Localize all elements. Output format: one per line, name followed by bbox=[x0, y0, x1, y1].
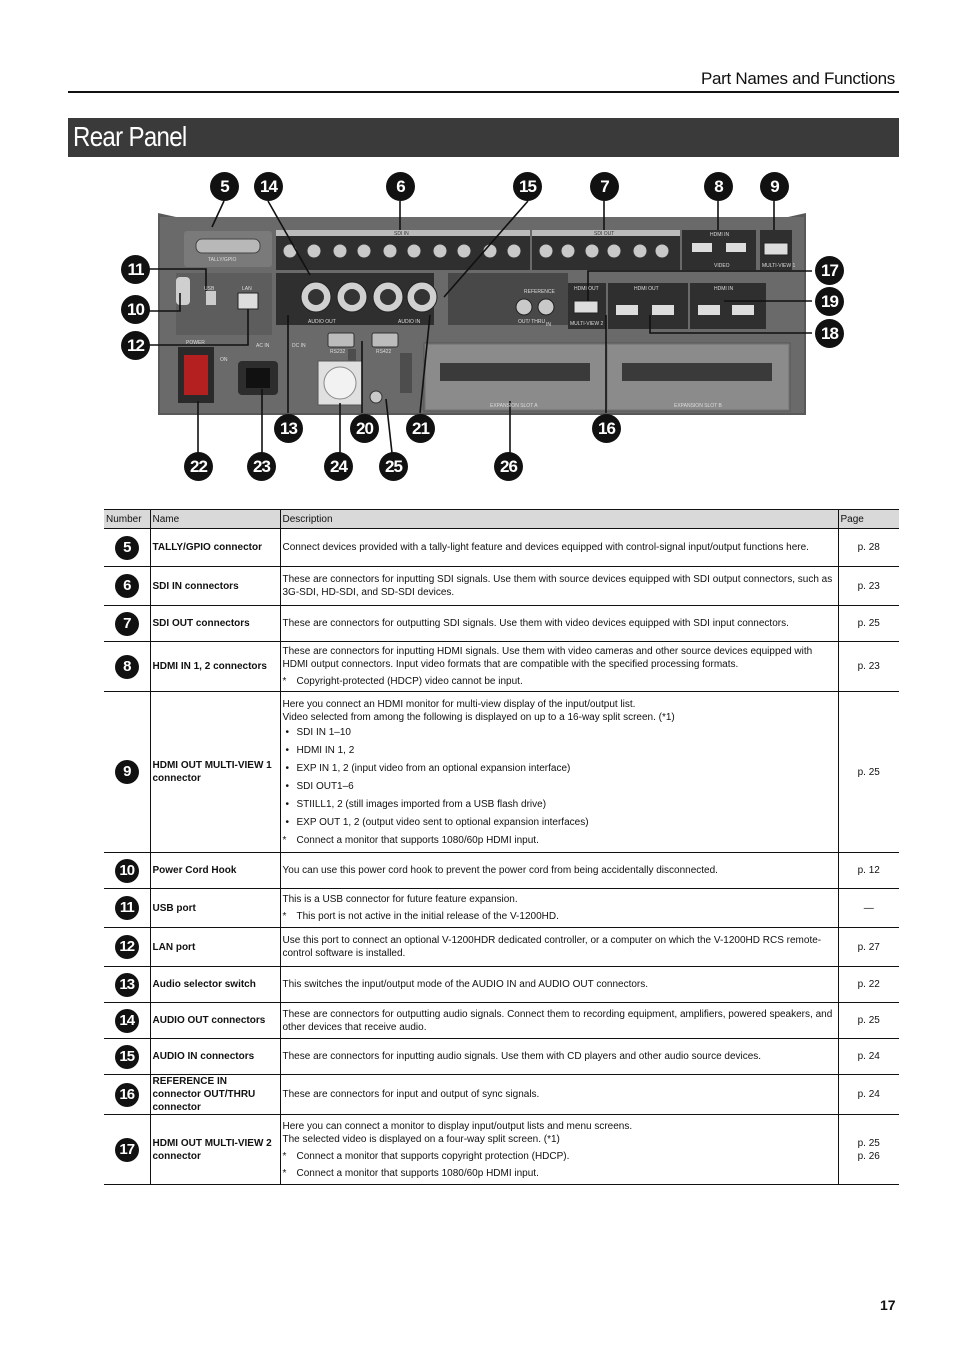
row-number-cell bbox=[104, 853, 150, 889]
number-badge: 6 bbox=[115, 574, 139, 598]
description-text: These are connectors for inputting audio signals. Use them with CD players and other audio source devices. bbox=[282, 1051, 762, 1062]
description-text: Here you connect an HDMI monitor for multi-view display of the input/output list. bbox=[282, 698, 636, 710]
table-row bbox=[104, 928, 899, 967]
row-name: Audio selector switch bbox=[150, 967, 280, 1003]
row-number-cell bbox=[104, 692, 150, 853]
label-multiview1: MULTI-VIEW 1 bbox=[762, 263, 796, 269]
table-row bbox=[104, 567, 899, 606]
label-in: IN bbox=[546, 322, 551, 328]
header-number: Number bbox=[104, 510, 150, 529]
description-text: Use this port to connect an optional V-1200HDR dedicated controller, or a computer on which the V-1200HD RCS remote-control software is installed. bbox=[282, 935, 822, 959]
number-badge: 17 bbox=[115, 1138, 139, 1162]
row-number-cell bbox=[104, 567, 150, 606]
description-text: These are connectors for outputting audio signals. Connect them to recording equipment, amplifiers, powered speakers, and other devices that receive audio. bbox=[282, 1008, 833, 1033]
page-ref: — bbox=[863, 902, 874, 914]
row-name: LAN port bbox=[150, 928, 280, 967]
page-number: 17 bbox=[880, 1297, 896, 1313]
section-title: Part Names and Functions bbox=[700, 69, 895, 88]
note-text: * Copyright-protected (HDCP) video cannot be input. bbox=[283, 675, 836, 688]
description-text: These are connectors for input and output of sync signals. bbox=[282, 1089, 540, 1100]
bullet-item: • STIILL1, 2 (still images imported from a USB flash drive) bbox=[283, 798, 836, 811]
table-row bbox=[104, 967, 899, 1003]
row-name: AUDIO OUT connectors bbox=[150, 1003, 280, 1039]
label-exp-b: EXPANSION SLOT B bbox=[674, 403, 722, 409]
row-description bbox=[280, 928, 838, 967]
callout-26: 26 bbox=[494, 452, 523, 481]
row-number-cell bbox=[104, 889, 150, 928]
callout-11: 11 bbox=[121, 255, 150, 284]
bullet-item: • SDI IN 1–10 bbox=[283, 726, 836, 739]
row-page bbox=[838, 1075, 899, 1115]
description-text: These are connectors for inputting HDMI signals. Use them with video cameras and other source devices equipped with HDMI output connectors. Input video formats that are compatible with the specified processing formats. bbox=[282, 646, 813, 670]
page-ref: p. 23 bbox=[857, 580, 880, 592]
callout-6: 6 bbox=[386, 172, 415, 201]
number-badge: 15 bbox=[115, 1045, 139, 1069]
label-exp-a: EXPANSION SLOT A bbox=[490, 403, 538, 409]
callout-22: 22 bbox=[184, 452, 213, 481]
number-badge: 9 bbox=[115, 760, 139, 784]
callout-8: 8 bbox=[704, 172, 733, 201]
callout-12: 12 bbox=[121, 331, 150, 360]
label-hdmi-out2: HDMI OUT bbox=[634, 286, 659, 292]
callout-20: 20 bbox=[350, 414, 379, 443]
description-text: Video selected from among the following is displayed on up to a 16-way split screen. (*1) bbox=[282, 711, 675, 723]
bullet-list bbox=[283, 726, 836, 829]
header-name: Name bbox=[150, 510, 280, 529]
rear-panel-drawing bbox=[100, 165, 860, 495]
description-text: This is a USB connector for future feature expansion. bbox=[282, 894, 518, 905]
number-badge: 11 bbox=[115, 896, 139, 920]
label-sdi-in: SDI IN bbox=[394, 231, 409, 237]
table-row bbox=[104, 1003, 899, 1039]
header-description: Description bbox=[280, 510, 838, 529]
number-badge: 16 bbox=[115, 1083, 139, 1107]
page-ref: p. 26 bbox=[857, 1150, 880, 1162]
callout-7: 7 bbox=[590, 172, 619, 201]
note-text: * Connect a monitor that supports copyright protection (HDCP). bbox=[283, 1150, 836, 1163]
callout-16: 16 bbox=[592, 414, 621, 443]
page-ref: p. 25 bbox=[857, 1015, 880, 1026]
row-page bbox=[838, 853, 899, 889]
page-ref: p. 24 bbox=[857, 1089, 880, 1100]
row-number-cell bbox=[104, 529, 150, 567]
number-badge: 8 bbox=[115, 655, 139, 679]
row-name: AUDIO IN connectors bbox=[150, 1039, 280, 1075]
row-description bbox=[280, 1039, 838, 1075]
description-text: You can use this power cord hook to prevent the power cord from being accidentally disconnected. bbox=[282, 865, 718, 876]
callout-9: 9 bbox=[760, 172, 789, 201]
label-hdmi-out: HDMI OUT bbox=[574, 286, 599, 292]
callout-24: 24 bbox=[324, 452, 353, 481]
row-page bbox=[838, 529, 899, 567]
table-row bbox=[104, 1039, 899, 1075]
callout-14: 14 bbox=[254, 172, 283, 201]
table-row bbox=[104, 606, 899, 642]
description-text: Connect devices provided with a tally-light feature and devices equipped with control-signal input/output functions here. bbox=[282, 542, 809, 553]
row-page bbox=[838, 692, 899, 853]
bullet-item: • HDMI IN 1, 2 bbox=[283, 744, 836, 757]
callout-18: 18 bbox=[815, 319, 844, 348]
callout-13: 13 bbox=[274, 414, 303, 443]
table-row bbox=[104, 529, 899, 567]
label-reference: REFERENCE bbox=[524, 289, 555, 295]
row-description bbox=[280, 1003, 838, 1039]
row-description bbox=[280, 606, 838, 642]
label-dc-in: DC IN bbox=[292, 343, 306, 349]
page-ref: p. 27 bbox=[857, 941, 880, 953]
row-name: TALLY/GPIO connector bbox=[150, 529, 280, 567]
callout-23: 23 bbox=[247, 452, 276, 481]
callout-25: 25 bbox=[379, 452, 408, 481]
row-page bbox=[838, 967, 899, 1003]
row-description bbox=[280, 967, 838, 1003]
callout-5: 5 bbox=[210, 172, 239, 201]
row-page bbox=[838, 642, 899, 692]
number-badge: 13 bbox=[115, 973, 139, 997]
number-badge: 14 bbox=[115, 1009, 139, 1033]
label-lan: LAN bbox=[242, 286, 252, 292]
number-badge: 5 bbox=[115, 536, 139, 560]
row-page bbox=[838, 606, 899, 642]
row-page bbox=[838, 889, 899, 928]
label-video: VIDEO bbox=[714, 263, 730, 269]
note-text: * Connect a monitor that supports 1080/60p HDMI input. bbox=[283, 1167, 836, 1180]
description-text: These are connectors for outputting SDI signals. Use them with video devices equipped with SDI input connectors. bbox=[282, 618, 789, 629]
callout-15: 15 bbox=[513, 172, 542, 201]
row-description bbox=[280, 529, 838, 567]
row-page bbox=[838, 1039, 899, 1075]
row-description bbox=[280, 853, 838, 889]
row-page bbox=[838, 1003, 899, 1039]
note-text: * This port is not active in the initial release of the V-1200HD. bbox=[283, 910, 836, 923]
row-name: HDMI OUT MULTI-VIEW 2 connector bbox=[150, 1115, 280, 1185]
label-ac-in: AC IN bbox=[256, 343, 270, 349]
label-tally: TALLY/GPIO bbox=[208, 257, 237, 263]
table-row bbox=[104, 692, 899, 853]
label-power: POWER bbox=[186, 340, 205, 346]
label-on: ON bbox=[220, 357, 228, 363]
row-page bbox=[838, 1115, 899, 1185]
row-description bbox=[280, 1075, 838, 1115]
page-ref: p. 24 bbox=[857, 1051, 880, 1062]
table-row bbox=[104, 1075, 899, 1115]
row-page bbox=[838, 928, 899, 967]
bullet-item: • EXP OUT 1, 2 (output video sent to optional expansion interfaces) bbox=[283, 816, 836, 829]
row-description bbox=[280, 889, 838, 928]
table-row bbox=[104, 642, 899, 692]
callout-19: 19 bbox=[815, 287, 844, 316]
label-rs232: RS232 bbox=[330, 349, 346, 355]
number-badge: 10 bbox=[115, 859, 139, 883]
row-name: SDI OUT connectors bbox=[150, 606, 280, 642]
rear-panel-illustration bbox=[100, 165, 860, 495]
section-header bbox=[68, 66, 899, 93]
label-out-thru: OUT/ THRU bbox=[518, 319, 546, 325]
description-text: Here you can connect a monitor to display input/output lists and menu screens. bbox=[282, 1120, 633, 1132]
table-body bbox=[104, 529, 899, 1185]
row-name: Power Cord Hook bbox=[150, 853, 280, 889]
row-number-cell bbox=[104, 967, 150, 1003]
label-rs422: RS422 bbox=[376, 349, 392, 355]
row-name: HDMI IN 1, 2 connectors bbox=[150, 642, 280, 692]
row-name: REFERENCE IN connector OUT/THRU connector bbox=[150, 1075, 280, 1115]
row-number-cell bbox=[104, 1039, 150, 1075]
note-text: * Connect a monitor that supports 1080/60p HDMI input. bbox=[283, 834, 836, 847]
row-name: USB port bbox=[150, 889, 280, 928]
label-audio-out: AUDIO OUT bbox=[308, 319, 336, 325]
page-title: Rear Panel bbox=[73, 121, 187, 152]
label-multiview2: MULTI-VIEW 2 bbox=[570, 321, 604, 327]
row-description bbox=[280, 567, 838, 606]
bullet-item: • EXP IN 1, 2 (input video from an optional expansion interface) bbox=[283, 762, 836, 775]
row-description bbox=[280, 642, 838, 692]
page-ref: p. 23 bbox=[857, 661, 880, 672]
page-ref: p. 25 bbox=[857, 618, 880, 629]
table-row bbox=[104, 853, 899, 889]
row-page bbox=[838, 567, 899, 606]
page-ref: p. 25 bbox=[857, 766, 880, 778]
label-hdmi-in-top: HDMI IN bbox=[710, 232, 730, 238]
row-number-cell bbox=[104, 1003, 150, 1039]
header-page: Page bbox=[838, 510, 899, 529]
number-badge: 7 bbox=[115, 612, 139, 636]
callout-10: 10 bbox=[121, 295, 150, 324]
table-header-row bbox=[104, 510, 899, 529]
description-text: These are connectors for inputting SDI signals. Use them with source devices equipped with SDI output connectors, such as 3G-SDI, HD-SDI, and SD-SDI devices. bbox=[282, 574, 833, 598]
row-name: HDMI OUT MULTI-VIEW 1 connector bbox=[150, 692, 280, 853]
description-text: The selected video is displayed on a four-way split screen. (*1) bbox=[282, 1133, 560, 1145]
label-sdi-out: SDI OUT bbox=[594, 231, 615, 237]
table-row bbox=[104, 889, 899, 928]
page-ref: p. 25 bbox=[857, 1137, 880, 1149]
number-badge: 12 bbox=[115, 935, 139, 959]
page-title-bar bbox=[68, 118, 899, 157]
label-audio-in: AUDIO IN bbox=[398, 319, 421, 325]
page-ref: p. 12 bbox=[857, 865, 880, 876]
page-ref: p. 28 bbox=[857, 542, 880, 553]
row-description bbox=[280, 1115, 838, 1185]
callout-17: 17 bbox=[815, 256, 844, 285]
description-text: This switches the input/output mode of the AUDIO IN and AUDIO OUT connectors. bbox=[282, 979, 649, 990]
label-usb: USB bbox=[204, 286, 215, 292]
page-ref: p. 22 bbox=[857, 979, 880, 990]
label-hdmi-in2: HDMI IN bbox=[714, 286, 734, 292]
bullet-item: • SDI OUT1–6 bbox=[283, 780, 836, 793]
row-name: SDI IN connectors bbox=[150, 567, 280, 606]
row-number-cell bbox=[104, 1115, 150, 1185]
row-description bbox=[280, 692, 838, 853]
table-row bbox=[104, 1115, 899, 1185]
parts-table bbox=[104, 509, 899, 1185]
row-number-cell bbox=[104, 606, 150, 642]
callout-21: 21 bbox=[406, 414, 435, 443]
row-number-cell bbox=[104, 1075, 150, 1115]
row-number-cell bbox=[104, 928, 150, 967]
row-number-cell bbox=[104, 642, 150, 692]
